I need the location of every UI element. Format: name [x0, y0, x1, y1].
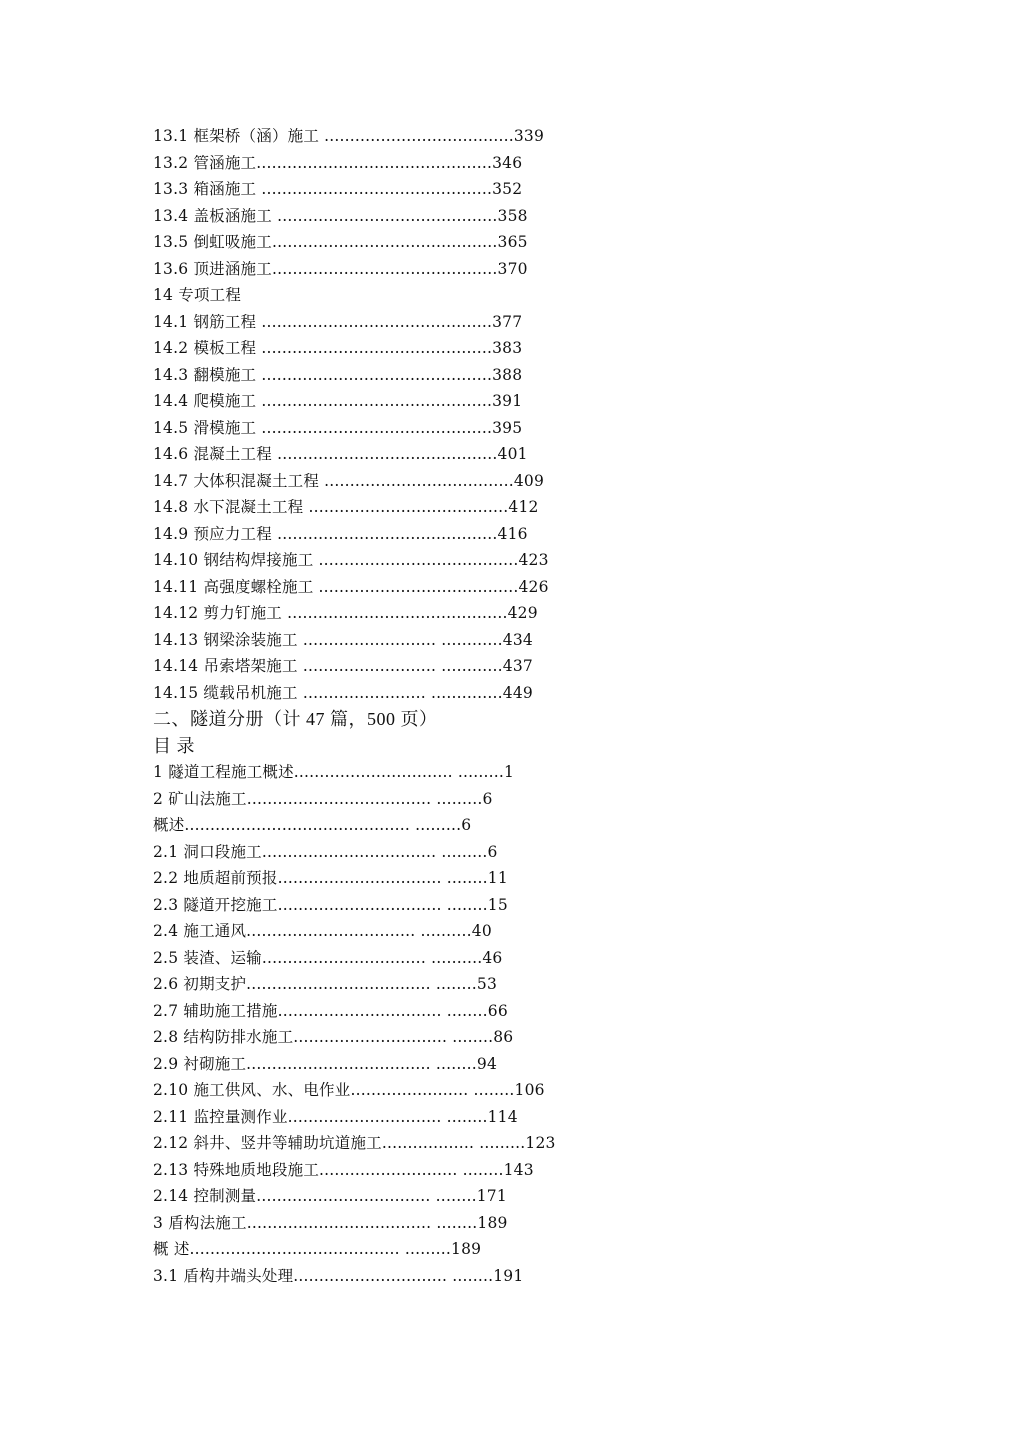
toc-entry: 14.1 钢筋工程 .............................................377 — [153, 312, 523, 331]
toc-entry: 2.4 施工通风................................. ..........40 — [153, 922, 492, 940]
toc-entry: 14.14 吊索塔架施工 .......................... ............437 — [153, 657, 533, 675]
toc-entry: 14.8 水下混凝土工程 .......................................412 — [153, 498, 539, 516]
toc-entry: 13.4 盖板涵施工 ...........................................358 — [153, 206, 528, 225]
toc-entry: 3 盾构法施工.................................... ........189 — [153, 1213, 508, 1232]
toc-entry: 13.1 框架桥（涵）施工 .....................................339 — [153, 127, 545, 145]
toc-entry: 2.12 斜井、竖井等辅助坑道施工.................. .........123 — [153, 1134, 556, 1152]
toc-heading: 二、隧道分册（计 47 篇，500 页） — [153, 709, 438, 729]
toc-entry: 14.11 高强度螺栓施工 .......................................426 — [153, 577, 549, 596]
toc-entry: 14.5 滑模施工 .............................................395 — [153, 418, 523, 437]
toc-heading: 目 录 — [153, 735, 195, 756]
toc-entry: 概 述......................................... .........189 — [153, 1240, 482, 1258]
toc-entry: 2.9 衬砌施工.................................... ........94 — [153, 1054, 498, 1073]
toc-entry: 2.6 初期支护.................................... ........53 — [153, 975, 498, 993]
toc-entry: 14.7 大体积混凝土工程 .....................................409 — [153, 471, 545, 490]
toc-entry: 2.3 隧道开挖施工................................ ........15 — [153, 895, 508, 914]
toc-entry: 概述............................................ .........6 — [153, 816, 472, 834]
toc-entry: 14.13 钢梁涂装施工 .......................... ............434 — [153, 630, 533, 649]
toc-entry: 14.15 缆载吊机施工 ........................ ..............449 — [153, 683, 533, 702]
toc-entry: 2.1 洞口段施工.................................. .........6 — [153, 842, 498, 861]
toc-entry: 2.14 控制测量.................................. ........171 — [153, 1187, 507, 1205]
toc-entry: 13.2 管涵施工..............................................346 — [153, 153, 523, 172]
toc-entry: 14.4 爬模施工 .............................................391 — [153, 392, 523, 410]
toc-entry: 2.8 结构防排水施工.............................. ........86 — [153, 1028, 514, 1046]
table-of-contents — [153, 123, 718, 1289]
toc-entry: 14.6 混凝土工程 ...........................................401 — [153, 445, 528, 463]
toc-entry: 2.10 施工供风、水、电作业....................... ........106 — [153, 1081, 545, 1099]
toc-entry: 14.3 翻模施工 .............................................388 — [153, 365, 523, 384]
toc-entry: 2.13 特殊地质地段施工........................... ........143 — [153, 1160, 534, 1179]
toc-entry: 13.5 倒虹吸施工............................................365 — [153, 233, 528, 251]
toc-entry: 2.11 监控量测作业.............................. ........114 — [153, 1107, 518, 1126]
toc-entry: 14.9 预应力工程 ...........................................416 — [153, 524, 528, 543]
toc-entry: 2.2 地质超前预报................................ ........11 — [153, 869, 508, 887]
toc-entry: 2 矿山法施工.................................... .........6 — [153, 789, 493, 808]
toc-entry: 3.1 盾构井端头处理.............................. ........191 — [153, 1266, 524, 1285]
toc-entry: 14 专项工程 — [153, 286, 242, 304]
toc-entry: 2.5 装渣、运输................................ ..........46 — [153, 948, 503, 967]
toc-entry: 14.2 模板工程 .............................................383 — [153, 339, 523, 357]
toc-entry: 2.7 辅助施工措施................................ ........66 — [153, 1001, 508, 1020]
toc-entry: 13.3 箱涵施工 .............................................352 — [153, 180, 523, 198]
toc-entry: 1 隧道工程施工概述............................... .........1 — [153, 763, 515, 781]
toc-entry: 14.12 剪力钉施工 ...........................................429 — [153, 604, 538, 622]
toc-entry: 13.6 顶进涵施工............................................370 — [153, 259, 528, 278]
toc-entry: 14.10 钢结构焊接施工 .......................................423 — [153, 551, 549, 569]
